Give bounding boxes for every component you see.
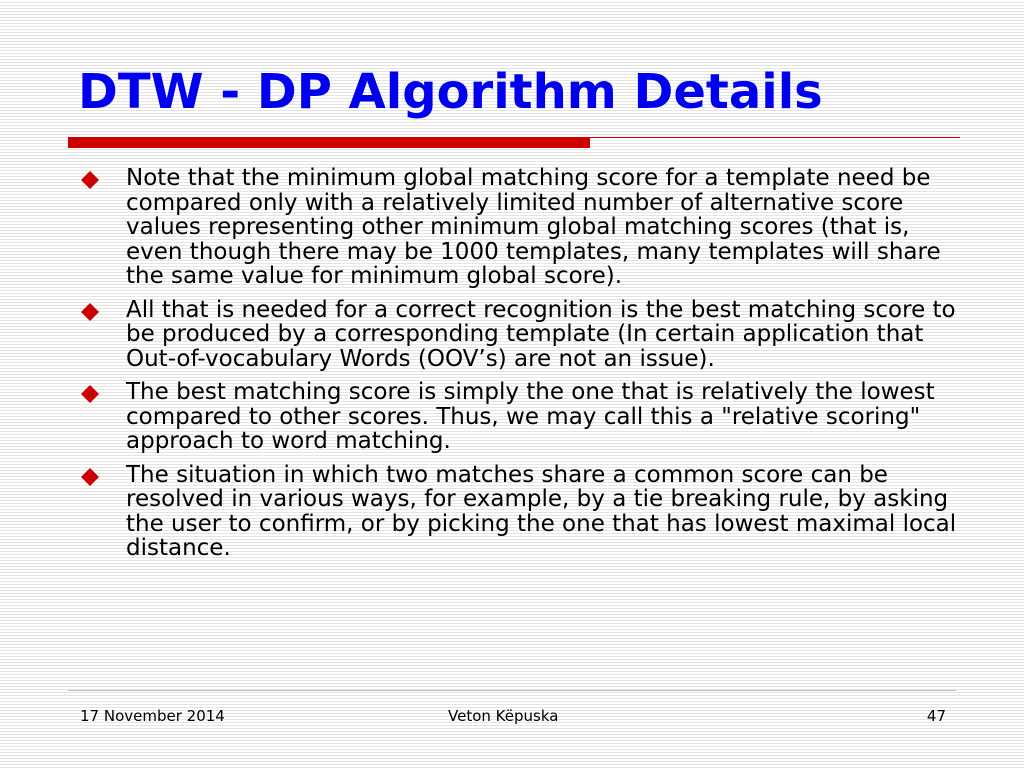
red-diamond-icon [80,302,100,322]
page-number: 47 [926,707,946,725]
bullet-item [78,380,958,454]
bullet-text: Note that the minimum global matching score for a template need be compared only with a relatively limited number of alternative score values representing other minimum global matching scores (that is, even though there may be 1000 templates, many templates will share the same value for minimum global score). [126,165,941,289]
bullet-text: The best matching score is simply the one that is relatively the lowest compared to other scores. Thus, we may call this a "relative scoring" approach to word matching. [126,379,935,454]
bullet-text: All that is needed for a correct recognition is the best matching score to be produced by a corresponding template (In certain application that Out-of-vocabulary Words (OOV’s) are not an issue). [126,296,956,372]
red-diamond-icon [80,170,100,190]
red-diamond-icon [80,467,100,487]
bullet-item [78,298,958,372]
footer-divider [68,690,956,691]
bullet-item [78,463,958,561]
title-underline-thick [68,137,590,148]
slide-title: DTW - DP Algorithm Details [78,64,823,120]
title-underline-thin [590,137,960,138]
footer-date: 17 November 2014 [80,707,225,725]
footer-author: Veton Këpuska [448,707,559,725]
red-diamond-icon [80,384,100,404]
bullet-item [78,166,958,289]
bullet-list [78,166,958,570]
bullet-text: The situation in which two matches share a common score can be resolved in various ways, for example, by a tie breaking rule, by asking the user to confirm, or by picking the one that has lowest maximal local distance. [126,461,957,561]
